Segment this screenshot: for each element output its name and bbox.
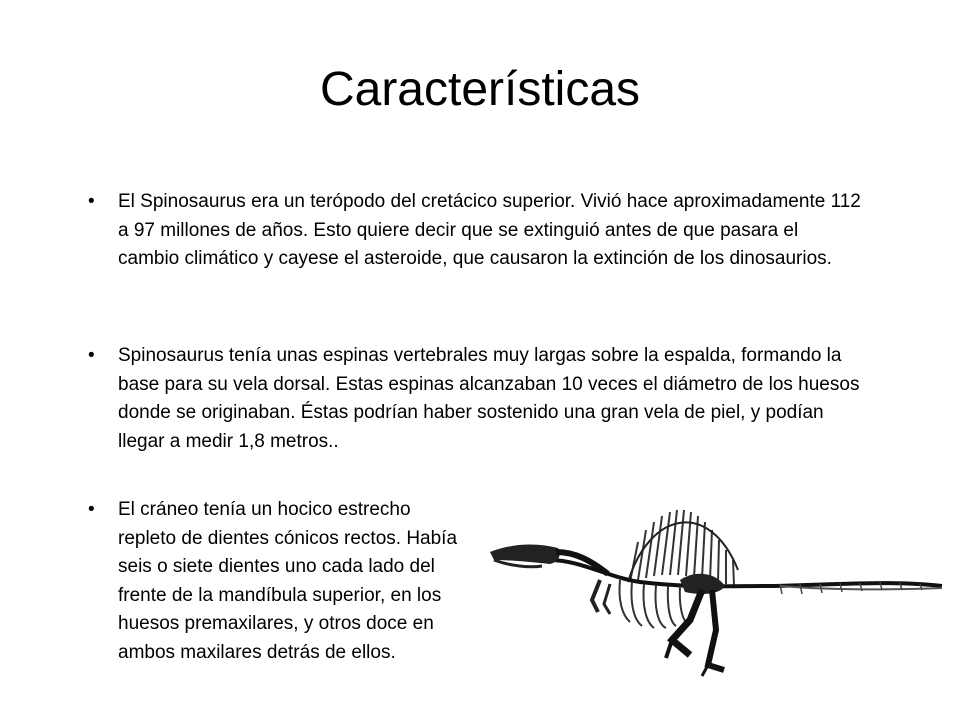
- bullet-marker: •: [88, 499, 95, 520]
- bullet-item: [88, 342, 870, 456]
- spinosaurus-skeleton-image: [480, 490, 948, 690]
- bullet-marker: •: [88, 345, 95, 366]
- bullet-text: El Spinosaurus era un terópodo del cretácico superior. Vivió hace aproximadamente 112 a 97 millones de años. Esto quiere decir que se extinguió antes de que pasara el cambio climático y cayese el asteroide, que causaron la extinción de los dinosaurios.: [118, 191, 861, 269]
- bullet-item: [88, 496, 463, 667]
- bullet-item: [88, 188, 863, 274]
- slide-title: Características: [319, 63, 641, 116]
- bullet-marker: •: [88, 191, 95, 212]
- bullet-text: Spinosaurus tenía unas espinas vertebrales muy largas sobre la espalda, formando la base para su vela dorsal. Estas espinas alcanzaban 10 veces el diámetro de los huesos donde se originaban. Éstas podrían haber sostenido una gran vela de piel, y podían llegar a medir 1,8 metros..: [118, 345, 860, 452]
- sail-spines: [630, 510, 734, 586]
- bullet-text: El cráneo tenía un hocico estrecho repleto de dientes cónicos rectos. Había seis o siete dientes uno cada lado del frente de la mandíbula superior, en los huesos premaxilares, y otros doce en ambos maxilares detrás de ellos.: [118, 499, 458, 663]
